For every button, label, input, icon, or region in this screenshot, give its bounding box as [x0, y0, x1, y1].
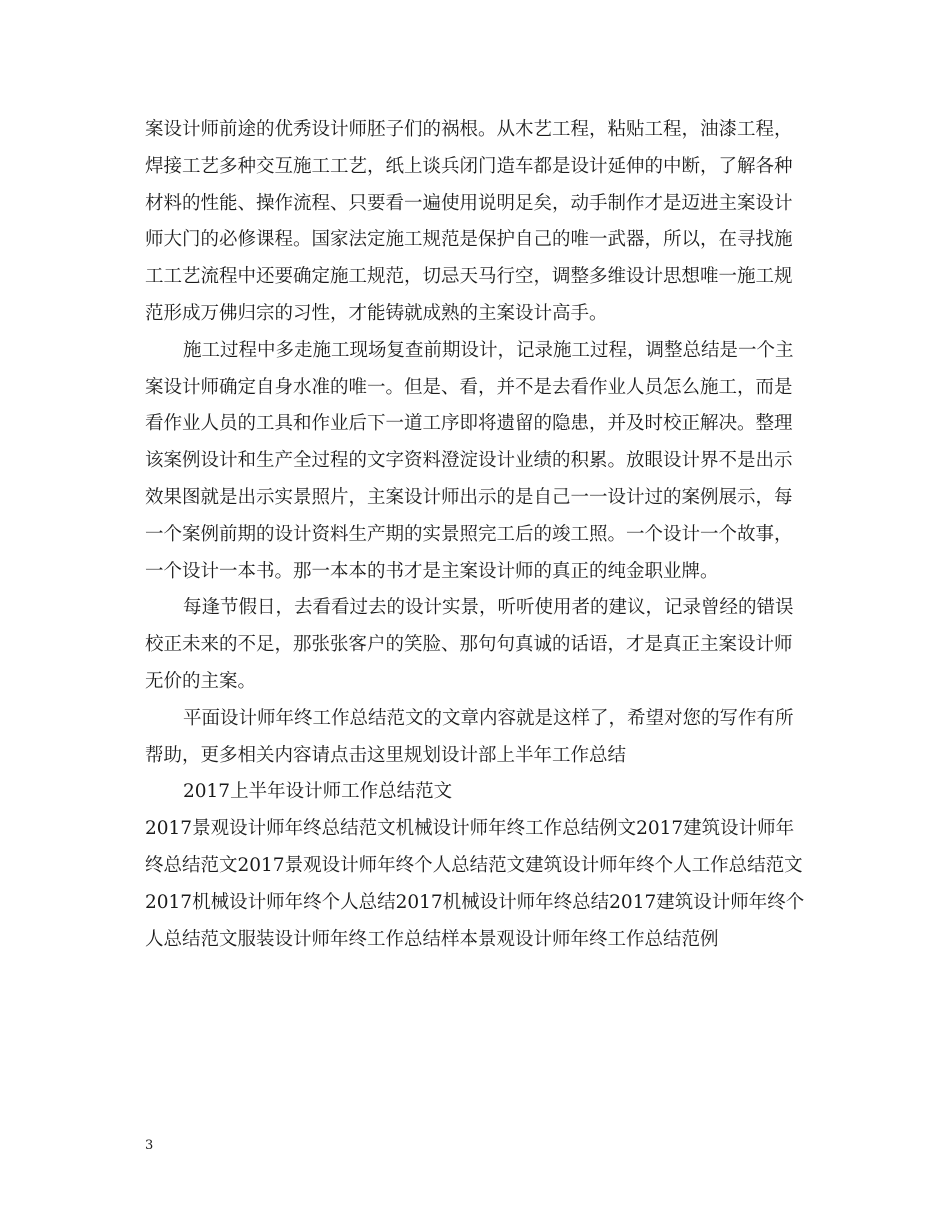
- body-text-line: 工工艺流程中还要确定施工规范，切忌天马行空，调整多维设计思想唯一施工规: [145, 266, 793, 288]
- body-text-line: 案设计师前途的优秀设计师胚子们的祸根。从木艺工程，粘贴工程，油漆工程，: [145, 119, 793, 140]
- page-number: 3: [145, 1138, 154, 1153]
- paragraph-first-line: 平面设计师年终工作总结范文的文章内容就是这样了，希望对您的写作有所: [183, 707, 794, 729]
- body-text-line: 效果图就是出示实景照片，主案设计师出示的是自己一一设计过的案例展示，每: [145, 486, 793, 508]
- body-text-line: 焊接工艺多种交互施工工艺，纸上谈兵闭门造车都是设计延伸的中断，了解各种: [145, 155, 793, 177]
- document-body: [145, 112, 815, 958]
- related-links-line[interactable]: 终总结范文2017景观设计师年终个人总结范文建筑设计师年终个人工作总结范文: [145, 854, 803, 876]
- body-text-line: 范形成万佛归宗的习性，才能铸就成熟的主案设计高手。: [145, 302, 608, 324]
- body-text-line: 材料的性能、操作流程、只要看一遍使用说明足矣，动手制作才是迈进主案设计: [145, 192, 793, 214]
- body-text-line: 校正未来的不足，那张张客户的笑脸、那句句真诚的话语，才是真正主案设计师: [145, 634, 793, 656]
- related-article-link[interactable]: 2017上半年设计师工作总结范文: [183, 781, 453, 803]
- body-text-line: 师大门的必修课程。国家法定施工规范是保护自己的唯一武器，所以，在寻找施: [145, 229, 793, 251]
- body-text-line: 一个案例前期的设计资料生产期的实景照完工后的竣工照。一个设计一个故事，: [145, 523, 793, 545]
- body-text-line: 帮助，更多相关内容请点击这里规划设计部上半年工作总结: [145, 744, 627, 766]
- paragraph-first-line: 每逢节假日，去看看过去的设计实景，听听使用者的建议，记录曾经的错误: [183, 597, 794, 619]
- body-text-line: 无价的主案。: [145, 670, 257, 692]
- related-links-line[interactable]: 2017景观设计师年终总结范文机械设计师年终工作总结例文2017建筑设计师年: [145, 818, 795, 840]
- body-text-line: 一个设计一本书。那一本本的书才是主案设计师的真正的纯金职业牌。: [145, 560, 719, 582]
- body-text-line: 看作业人员的工具和作业后下一道工序即将遗留的隐患，并及时校正解决。整理: [145, 413, 793, 435]
- body-text-line: 案设计师确定自身水准的唯一。但是、看，并不是去看作业人员怎么施工，而是: [145, 376, 793, 398]
- body-text-line: 该案例设计和生产全过程的文字资料澄淀设计业绩的积累。放眼设计界不是出示: [145, 450, 793, 472]
- related-links-line[interactable]: 2017机械设计师年终个人总结2017机械设计师年终总结2017建筑设计师年终个: [145, 891, 805, 913]
- paragraph-first-line: 施工过程中多走施工现场复查前期设计，记录施工过程，调整总结是一个主: [183, 339, 794, 361]
- related-links-line[interactable]: 人总结范文服装设计师年终工作总结样本景观设计师年终工作总结范例: [145, 928, 719, 950]
